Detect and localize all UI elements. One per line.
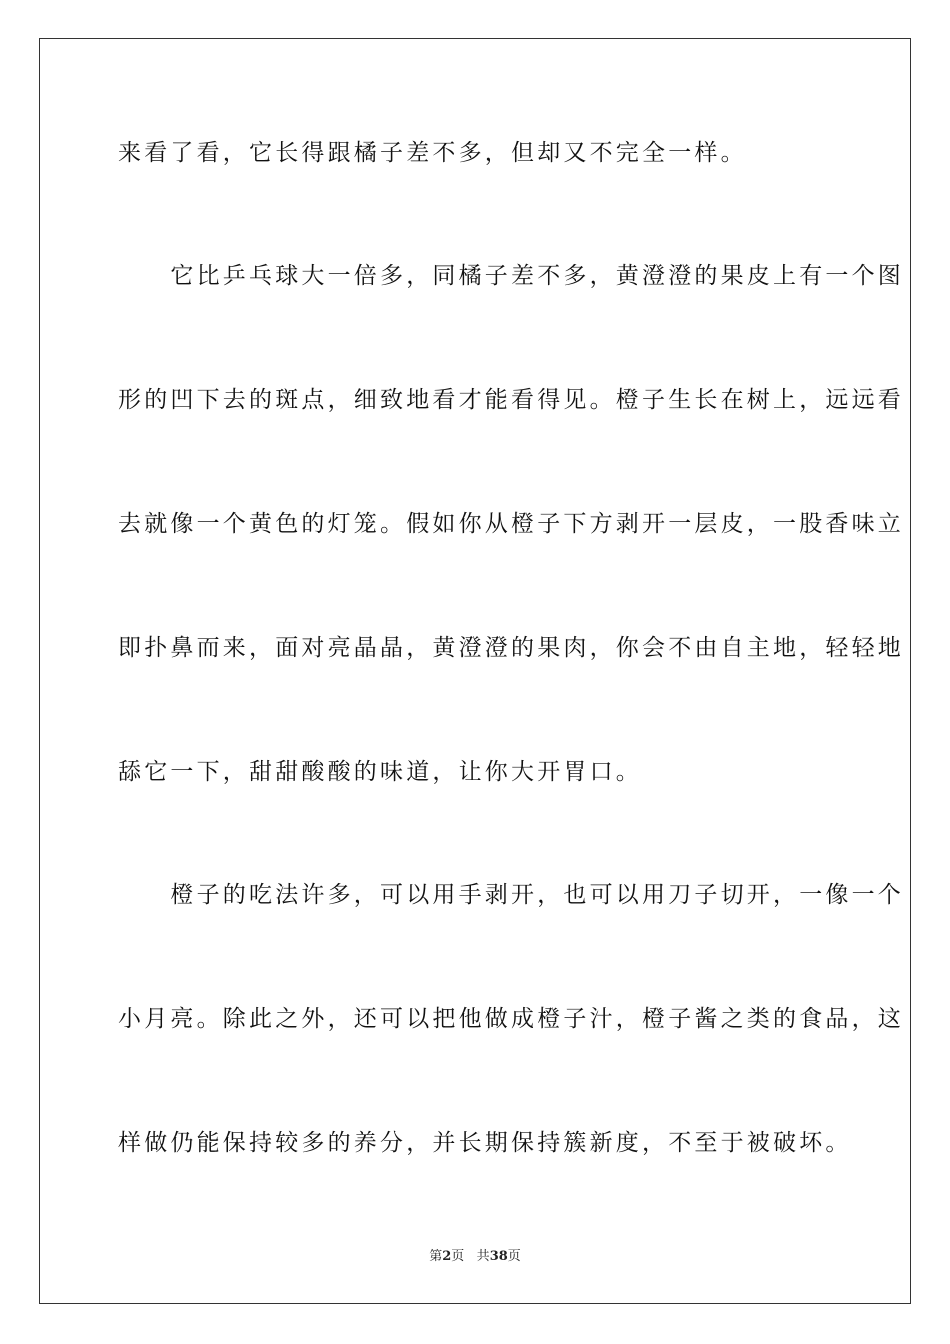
body-text-line-5: 即扑鼻而来，面对亮晶晶，黄澄澄的果肉，你会不由自主地，轻轻地 (118, 635, 904, 661)
page-footer (0, 1248, 950, 1266)
body-text-line-4: 去就像一个黄色的灯笼。假如你从橙子下方剥开一层皮，一股香味立 (118, 511, 904, 537)
total-pages: 38 (489, 1249, 508, 1264)
page-suffix: 页 (451, 1249, 465, 1264)
body-text-line-2: 它比乒乓球大一倍多，同橘子差不多，黄澄澄的果皮上有一个图 (118, 263, 904, 289)
total-prefix: 共 (476, 1249, 490, 1264)
page-border (39, 38, 911, 1304)
body-text-line-1: 来看了看，它长得跟橘子差不多，但却又不完全一样。 (118, 140, 747, 166)
body-text-line-7: 橙子的吃法许多，可以用手剥开，也可以用刀子切开，一像一个 (118, 882, 904, 908)
body-text-line-9: 样做仍能保持较多的养分，并长期保持簇新度，不至于被破坏。 (118, 1130, 852, 1156)
total-suffix: 页 (507, 1249, 521, 1264)
body-text-line-8: 小月亮。除此之外，还可以把他做成橙子汁，橙子酱之类的食品，这 (118, 1006, 904, 1032)
page-number: 2 (442, 1249, 452, 1264)
page-prefix: 第 (429, 1249, 443, 1264)
body-text-line-3: 形的凹下去的斑点，细致地看才能看得见。橙子生长在树上，远远看 (118, 387, 904, 413)
body-text-line-6: 舔它一下，甜甜酸酸的味道，让你大开胃口。 (118, 759, 642, 785)
